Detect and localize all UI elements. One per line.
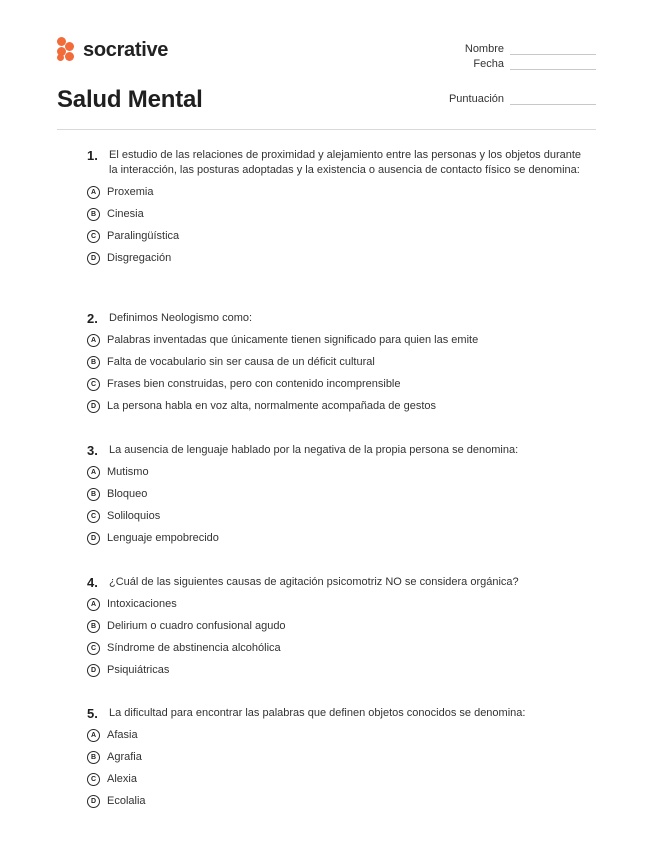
option-text: Paralingüística	[107, 230, 180, 242]
option-letter-badge: A	[87, 729, 100, 742]
question-1	[87, 148, 587, 269]
question-3	[87, 443, 587, 549]
option-a[interactable]	[87, 329, 587, 351]
option-letter-badge: B	[87, 208, 100, 221]
question-text: Definimos Neologismo como:	[109, 312, 253, 324]
socrative-logo-icon	[57, 37, 79, 63]
question-4	[87, 575, 587, 681]
option-text: Síndrome de abstinencia alcohólica	[107, 642, 281, 654]
question-number: 3.	[87, 443, 98, 458]
option-text: Disgregación	[107, 252, 172, 264]
option-a[interactable]	[87, 461, 587, 483]
option-text: Alexia	[107, 773, 137, 785]
option-d[interactable]	[87, 527, 587, 549]
option-d[interactable]	[87, 790, 587, 812]
option-letter-badge: A	[87, 598, 100, 611]
option-letter-badge: C	[87, 642, 100, 655]
question-text: La dificultad para encontrar las palabras que definen objetos conocidos se denomina:	[109, 707, 526, 719]
option-letter-badge: A	[87, 466, 100, 479]
option-text: Agrafia	[107, 751, 142, 763]
option-a[interactable]	[87, 181, 587, 203]
option-text: Cinesia	[107, 208, 144, 220]
question-number: 1.	[87, 148, 98, 163]
option-text: Lenguaje empobrecido	[107, 532, 219, 544]
name-row	[436, 40, 596, 55]
option-text: Soliloquios	[107, 510, 161, 522]
option-letter-badge: C	[87, 773, 100, 786]
question-2	[87, 311, 587, 417]
date-label: Fecha	[473, 58, 504, 70]
option-letter-badge: D	[87, 664, 100, 677]
option-letter-badge: B	[87, 356, 100, 369]
option-b[interactable]	[87, 351, 587, 373]
option-text: Palabras inventadas que únicamente tienen significado para quien las emite	[107, 334, 479, 346]
option-text: Bloqueo	[107, 488, 148, 500]
option-a[interactable]	[87, 724, 587, 746]
question-text: El estudio de las relaciones de proximidad y alejamiento entre las personas y los objetos durante la interacción, las posturas adoptadas y la existencia o ausencia de contacto físico se denomina:	[109, 149, 582, 176]
page-title: Salud Mental	[57, 86, 203, 113]
option-letter-badge: B	[87, 620, 100, 633]
option-letter-badge: B	[87, 488, 100, 501]
score-row	[449, 93, 596, 105]
date-field[interactable]	[510, 59, 596, 70]
option-text: Falta de vocabulario sin ser causa de un déficit cultural	[107, 356, 375, 368]
option-text: Frases bien construidas, pero con contenido incomprensible	[107, 378, 401, 390]
option-b[interactable]	[87, 615, 587, 637]
score-field[interactable]	[510, 94, 596, 105]
option-letter-badge: D	[87, 400, 100, 413]
option-text: Psiquiátricas	[107, 664, 170, 676]
option-letter-badge: D	[87, 795, 100, 808]
option-b[interactable]	[87, 483, 587, 505]
option-letter-badge: B	[87, 751, 100, 764]
option-c[interactable]	[87, 637, 587, 659]
question-5	[87, 706, 587, 812]
brand-name: socrative	[83, 38, 169, 61]
option-letter-badge: C	[87, 230, 100, 243]
option-text: Mutismo	[107, 466, 149, 478]
option-c[interactable]	[87, 373, 587, 395]
option-b[interactable]	[87, 203, 587, 225]
option-a[interactable]	[87, 593, 587, 615]
question-text: La ausencia de lenguaje hablado por la negativa de la propia persona se denomina:	[109, 444, 519, 456]
option-c[interactable]	[87, 505, 587, 527]
option-text: Proxemia	[107, 186, 154, 198]
name-label: Nombre	[464, 43, 504, 55]
option-d[interactable]	[87, 659, 587, 681]
date-row	[436, 55, 596, 70]
question-number: 5.	[87, 706, 98, 721]
question-number: 2.	[87, 311, 98, 326]
option-letter-badge: C	[87, 378, 100, 391]
question-text: ¿Cuál de las siguientes causas de agitación psicomotriz NO se considera orgánica?	[109, 576, 519, 588]
option-text: Afasia	[107, 729, 138, 741]
option-text: Delirium o cuadro confusional agudo	[107, 620, 286, 632]
option-letter-badge: A	[87, 186, 100, 199]
option-d[interactable]	[87, 395, 587, 417]
student-info	[436, 40, 596, 70]
score-label: Puntuación	[448, 93, 504, 105]
option-text: La persona habla en voz alta, normalmente acompañada de gestos	[107, 400, 436, 412]
option-letter-badge: D	[87, 252, 100, 265]
option-b[interactable]	[87, 746, 587, 768]
option-c[interactable]	[87, 225, 587, 247]
socrative-logo	[57, 37, 168, 63]
option-d[interactable]	[87, 247, 587, 269]
option-text: Ecolalia	[107, 795, 146, 807]
option-text: Intoxicaciones	[107, 598, 177, 610]
option-letter-badge: A	[87, 334, 100, 347]
question-number: 4.	[87, 575, 98, 590]
option-letter-badge: D	[87, 532, 100, 545]
option-c[interactable]	[87, 768, 587, 790]
name-field[interactable]	[510, 44, 596, 55]
option-letter-badge: C	[87, 510, 100, 523]
header-divider	[57, 129, 596, 130]
